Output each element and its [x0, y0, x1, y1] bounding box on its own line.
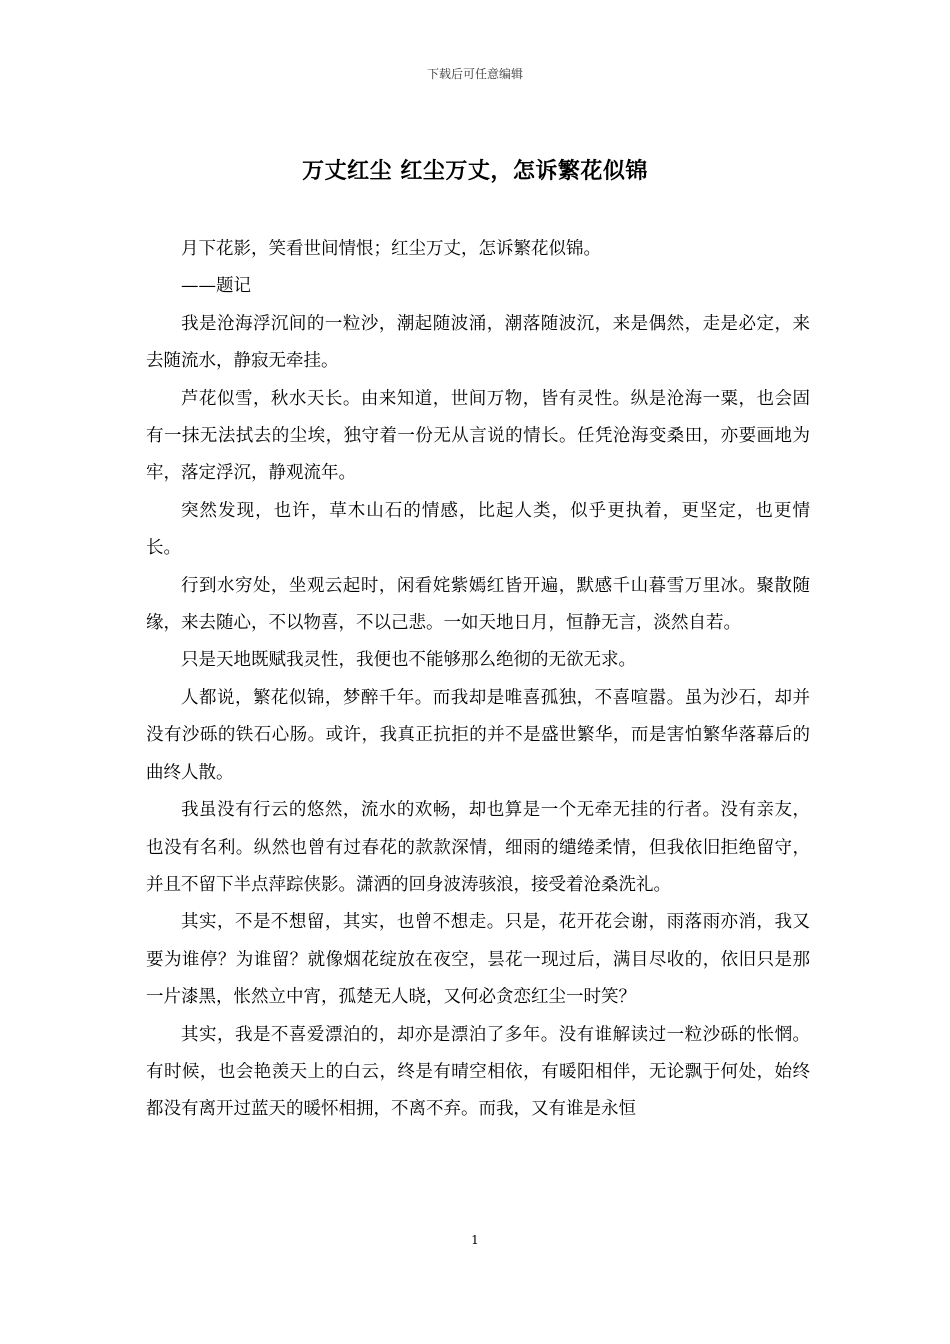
document-body	[146, 231, 810, 1129]
epigraph-paragraph: 月下花影，笑看世间情恨；红尘万丈，怎诉繁花似锦。	[181, 239, 601, 259]
body-paragraph: 我虽没有行云的悠然，流水的欢畅，却也算是一个无牵无挂的行者。没有亲友，也没有名利。纵然也曾有过春花的款款深情，细雨的缱绻柔情，但我依旧拒绝留守，并且不留下半点萍踪侠影。潇洒的回身波涛骇浪，接受着沧桑洗礼。	[146, 800, 810, 895]
document-title: 万丈红尘 红尘万丈，怎诉繁花似锦	[302, 158, 648, 184]
body-paragraph: 芦花似雪，秋水天长。由来知道，世间万物，皆有灵性。纵是沧海一粟，也会固有一抹无法拭去的尘埃，独守着一份无从言说的情长。任凭沧海变桑田，亦要画地为牢，落定浮沉，静观流年。	[146, 388, 810, 484]
body-paragraph: 突然发现，也许，草木山石的情感，比起人类，似乎更执着，更坚定，也更情长。	[146, 500, 810, 559]
page-header: 下载后可任意编辑	[426, 67, 523, 81]
epigraph-attribution: ——题记	[181, 276, 251, 297]
body-paragraph: 其实，不是不想留，其实，也曾不想走。只是，花开花会谢，雨落雨亦消，我又要为谁停？为谁留？就像烟花绽放在夜空，昙花一现过后，满目尽收的，依旧只是那一片漆黑，怅然立中宵，孤楚无人晓，又何必贪恋红尘一时笑？	[146, 912, 810, 1008]
body-paragraph: 人都说，繁花似锦，梦醉千年。而我却是唯喜孤独，不喜喧嚣。虽为沙石，却并没有沙砾的铁石心肠。或许，我真正抗拒的并不是盛世繁华，而是害怕繁华落幕后的曲终人散。	[146, 687, 810, 783]
body-paragraph: 只是天地既赋我灵性，我便也不能够那么绝彻的无欲无求。	[181, 650, 636, 671]
body-paragraph: 行到水穷处，坐观云起时，闲看姹紫嫣红皆开遍，默感千山暮雪万里冰。聚散随缘，来去随心，不以物喜，不以己悲。一如天地日月，恒静无言，淡然自若。	[146, 575, 810, 634]
body-paragraph: 其实，我是不喜爱漂泊的，却亦是漂泊了多年。没有谁解读过一粒沙砾的怅惘。有时候，也会艳羡天上的白云，终是有晴空相依，有暖阳相伴，无论飘于何处，始终都没有离开过蓝天的暖怀相拥，不离不弃。而我，又有谁是永恒	[146, 1024, 810, 1120]
page-number: 1	[471, 1233, 479, 1247]
body-paragraph: 我是沧海浮沉间的一粒沙，潮起随波涌，潮落随波沉，来是偶然，走是必定，来去随流水，静寂无牵挂。	[146, 313, 810, 372]
